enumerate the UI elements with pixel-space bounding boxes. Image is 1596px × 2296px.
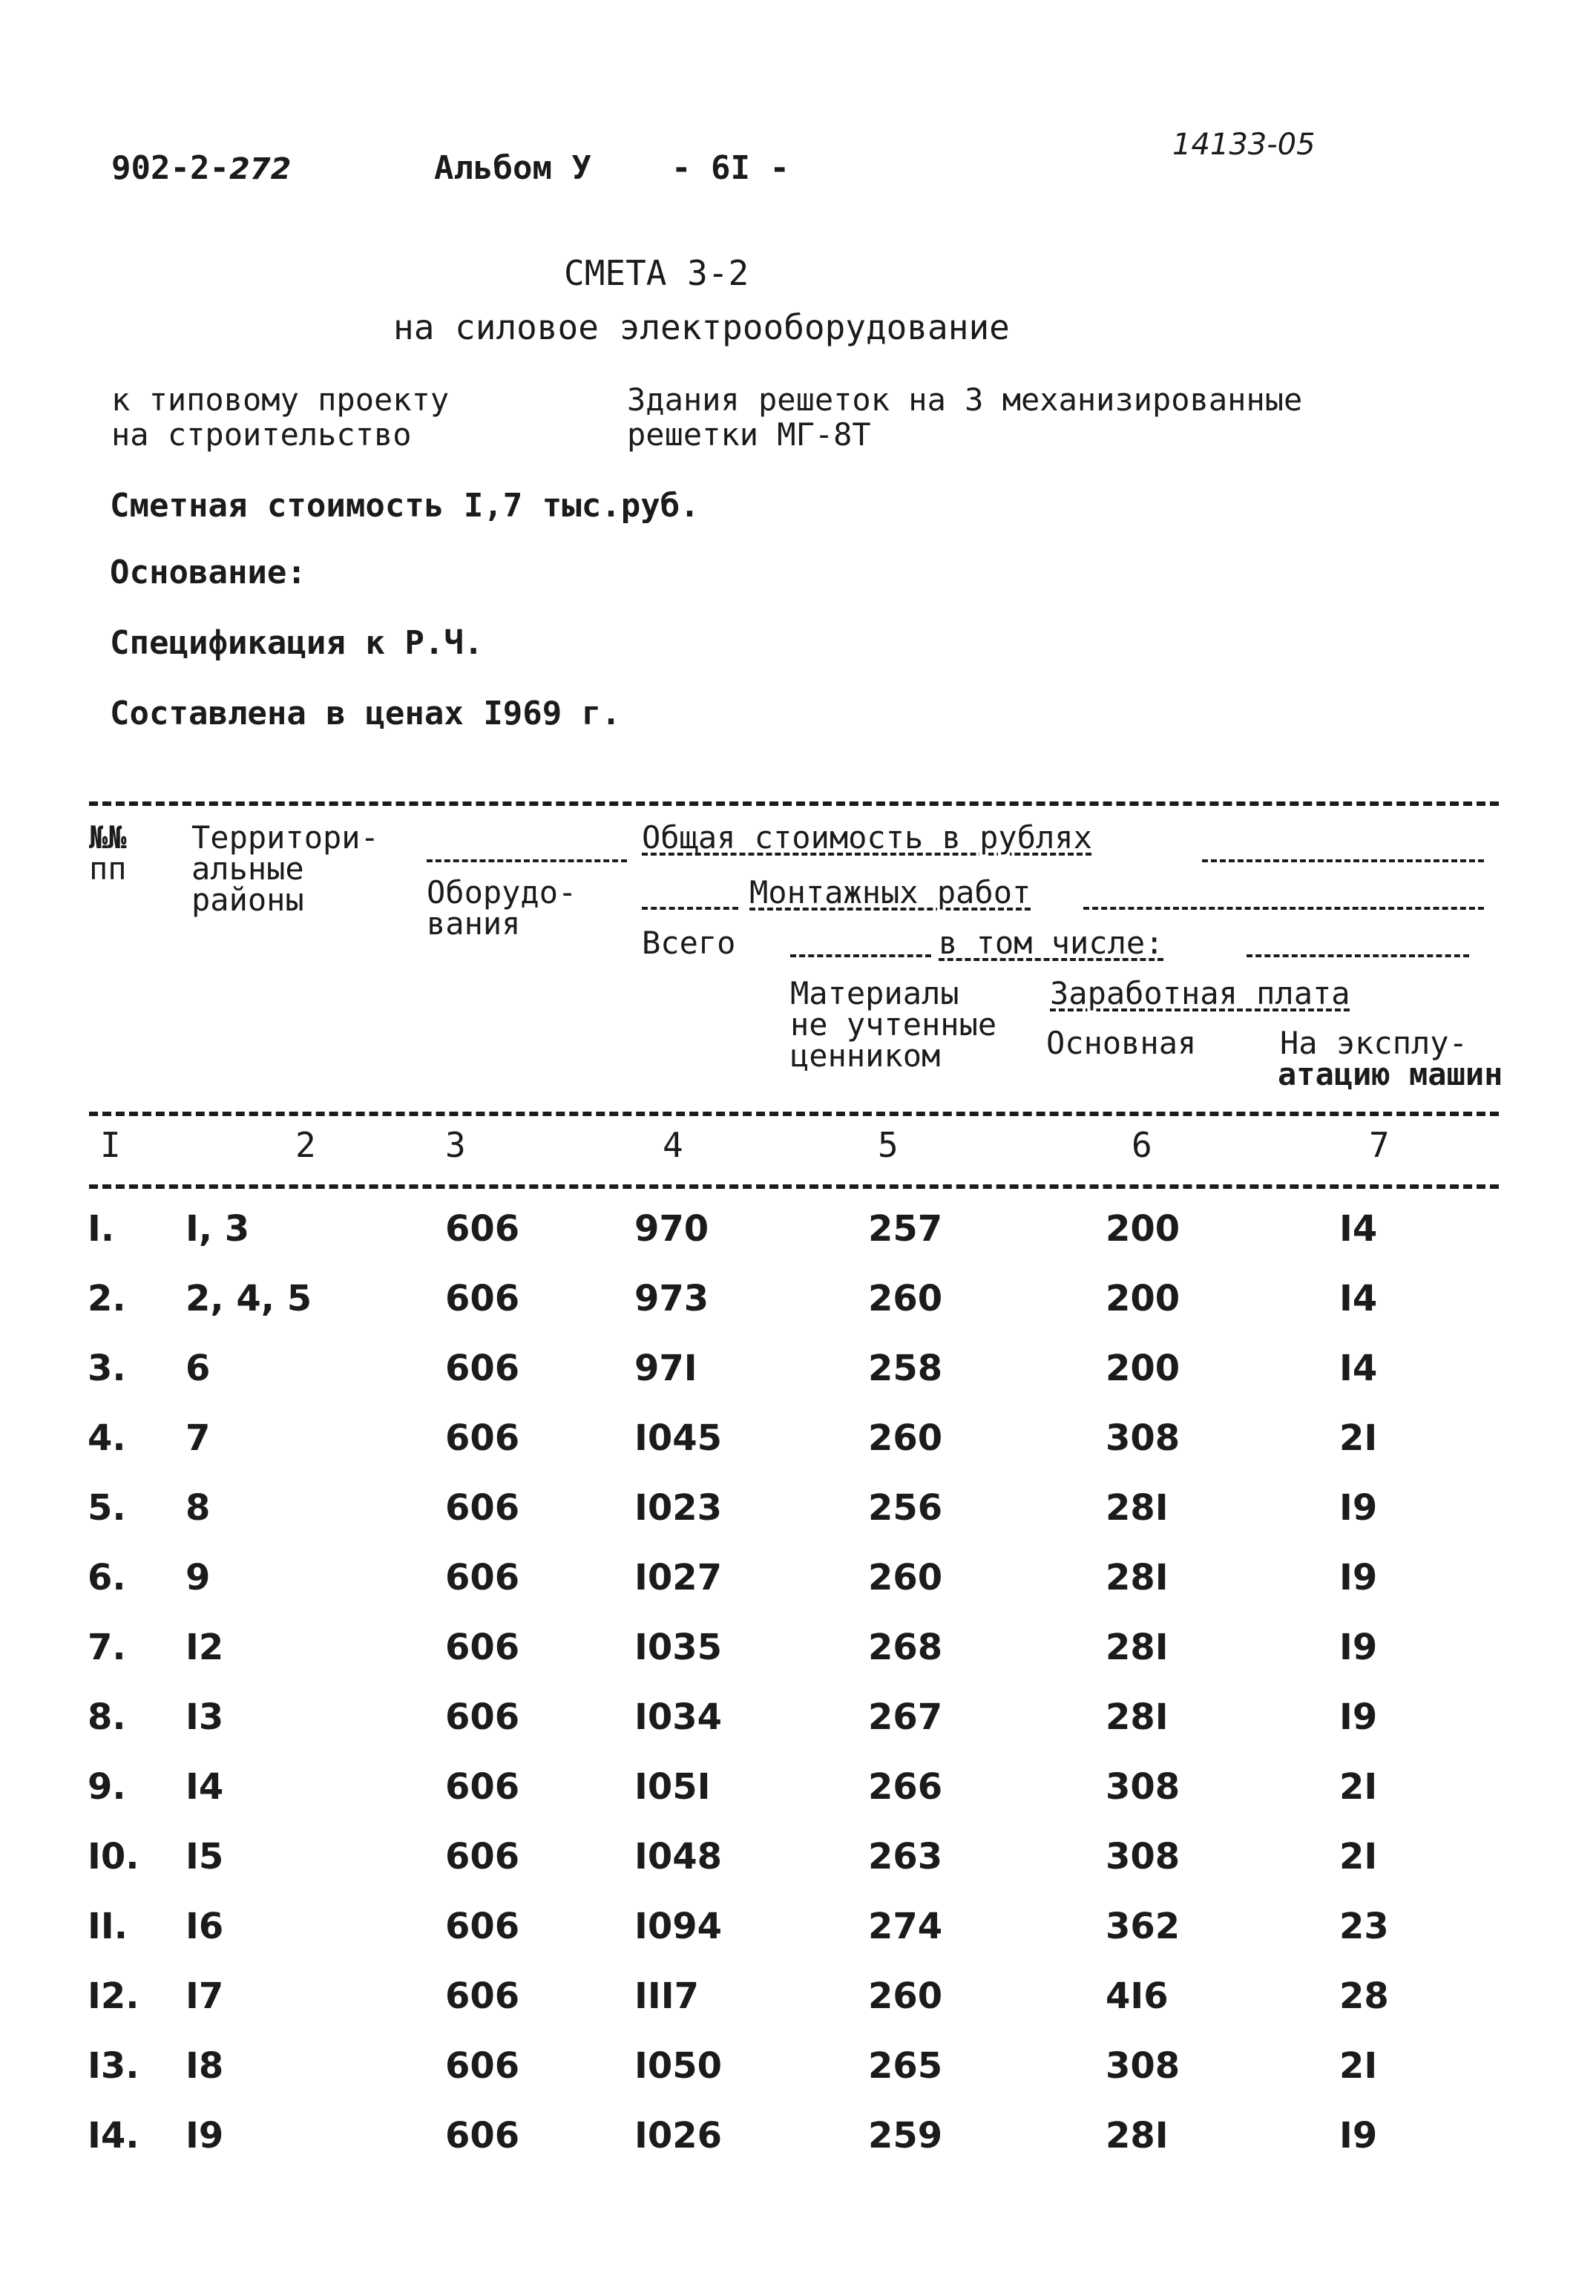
header-num-line2: пп bbox=[89, 850, 127, 887]
installation-total-cell: I05I bbox=[634, 1766, 711, 1808]
machine-wages-cell: I4 bbox=[1339, 1208, 1378, 1250]
header-bottom-rule bbox=[89, 1112, 1499, 1116]
project-label-line1: к типовому проекту bbox=[111, 381, 450, 418]
machine-wages-cell: I9 bbox=[1339, 1627, 1378, 1668]
header-rule-including-left bbox=[790, 954, 931, 957]
column-number: 3 bbox=[445, 1125, 466, 1165]
project-value-line1: Здания решеток на 3 механизированные bbox=[627, 381, 1303, 418]
installation-total-cell: I023 bbox=[634, 1487, 723, 1529]
basis-value: Спецификация к Р.Ч. bbox=[110, 624, 484, 662]
handwritten-stamp: 14133-05 bbox=[1172, 128, 1316, 162]
machine-wages-cell: I9 bbox=[1339, 1557, 1378, 1598]
column-number: I bbox=[100, 1125, 121, 1165]
machine-wages-cell: I4 bbox=[1339, 1348, 1378, 1389]
row-number-cell: I2. bbox=[88, 1975, 139, 2017]
row-number-cell: I4. bbox=[88, 2115, 139, 2156]
materials-cost-cell: 256 bbox=[868, 1487, 943, 1529]
machine-wages-cell: I9 bbox=[1339, 1487, 1378, 1529]
equipment-cost-cell: 606 bbox=[445, 1766, 520, 1808]
header-wages: Заработная плата bbox=[1050, 975, 1350, 1011]
basic-wages-cell: 28I bbox=[1106, 1487, 1169, 1529]
page-number: - 6I - bbox=[671, 149, 789, 187]
estimated-cost: Сметная стоимость I,7 тыс.руб. bbox=[110, 487, 700, 525]
equipment-cost-cell: 606 bbox=[445, 1836, 520, 1877]
installation-total-cell: I050 bbox=[634, 2045, 723, 2087]
column-number: 5 bbox=[878, 1125, 899, 1165]
machine-wages-cell: 28 bbox=[1339, 1975, 1389, 2017]
header-machines-line2: атацию машин bbox=[1278, 1056, 1503, 1092]
prices-year: Составлена в ценах I969 г. bbox=[110, 695, 621, 732]
row-number-cell: I. bbox=[88, 1208, 115, 1250]
header-rule-install-right bbox=[1083, 907, 1484, 910]
header-rule-right bbox=[1202, 859, 1484, 862]
territorial-district-cell: 7 bbox=[185, 1417, 211, 1459]
header-territory-line2: альные bbox=[191, 850, 304, 887]
table-top-rule bbox=[89, 801, 1499, 806]
estimate-title: СМЕТА 3-2 bbox=[564, 253, 749, 293]
project-value-line2: решетки МГ-8Т bbox=[627, 416, 871, 453]
basic-wages-cell: 200 bbox=[1106, 1208, 1180, 1250]
territorial-district-cell: I2 bbox=[185, 1627, 224, 1668]
installation-total-cell: 97I bbox=[634, 1348, 697, 1389]
basic-wages-cell: 28I bbox=[1106, 1557, 1169, 1598]
territorial-district-cell: I9 bbox=[185, 2115, 224, 2156]
header-rule-left bbox=[427, 859, 627, 862]
machine-wages-cell: I4 bbox=[1339, 1278, 1378, 1319]
basic-wages-cell: 200 bbox=[1106, 1278, 1180, 1319]
header-materials-line3: ценником bbox=[790, 1037, 941, 1074]
installation-total-cell: I045 bbox=[634, 1417, 723, 1459]
territorial-district-cell: 2, 4, 5 bbox=[185, 1278, 312, 1319]
materials-cost-cell: 265 bbox=[868, 2045, 943, 2087]
territorial-district-cell: I, 3 bbox=[185, 1208, 250, 1250]
header-territory-line1: Территори- bbox=[191, 819, 379, 856]
equipment-cost-cell: 606 bbox=[445, 1278, 520, 1319]
installation-total-cell: 973 bbox=[634, 1278, 709, 1319]
machine-wages-cell: I9 bbox=[1339, 1696, 1378, 1738]
basic-wages-cell: 200 bbox=[1106, 1348, 1180, 1389]
territorial-district-cell: I7 bbox=[185, 1975, 224, 2017]
row-number-cell: 5. bbox=[88, 1487, 126, 1529]
row-number-cell: 9. bbox=[88, 1766, 126, 1808]
header-total-cost: Общая стоимость в рублях bbox=[642, 819, 1092, 856]
territorial-district-cell: I8 bbox=[185, 2045, 224, 2087]
machine-wages-cell: I9 bbox=[1339, 2115, 1378, 2156]
row-number-cell: 2. bbox=[88, 1278, 126, 1319]
materials-cost-cell: 274 bbox=[868, 1906, 943, 1947]
row-number-cell: 8. bbox=[88, 1696, 126, 1738]
equipment-cost-cell: 606 bbox=[445, 1487, 520, 1529]
document-code-printed: 902-2- bbox=[111, 149, 229, 187]
materials-cost-cell: 266 bbox=[868, 1766, 943, 1808]
materials-cost-cell: 260 bbox=[868, 1975, 943, 2017]
row-number-cell: 3. bbox=[88, 1348, 126, 1389]
equipment-cost-cell: 606 bbox=[445, 1348, 520, 1389]
installation-total-cell: 970 bbox=[634, 1208, 709, 1250]
row-number-cell: 4. bbox=[88, 1417, 126, 1459]
column-number: 4 bbox=[663, 1125, 683, 1165]
column-number: 7 bbox=[1369, 1125, 1390, 1165]
project-label-line2: на строительство bbox=[111, 416, 412, 453]
territorial-district-cell: I6 bbox=[185, 1906, 224, 1947]
equipment-cost-cell: 606 bbox=[445, 1975, 520, 2017]
basic-wages-cell: 308 bbox=[1106, 1417, 1180, 1459]
column-number: 2 bbox=[295, 1125, 316, 1165]
machine-wages-cell: 23 bbox=[1339, 1906, 1389, 1947]
equipment-cost-cell: 606 bbox=[445, 1696, 520, 1738]
materials-cost-cell: 260 bbox=[868, 1278, 943, 1319]
equipment-cost-cell: 606 bbox=[445, 1627, 520, 1668]
materials-cost-cell: 260 bbox=[868, 1417, 943, 1459]
materials-cost-cell: 263 bbox=[868, 1836, 943, 1877]
basic-wages-cell: 28I bbox=[1106, 1696, 1169, 1738]
basic-wages-cell: 28I bbox=[1106, 2115, 1169, 2156]
header-machines-line1: На эксплу- bbox=[1280, 1025, 1468, 1061]
equipment-cost-cell: 606 bbox=[445, 1208, 520, 1250]
materials-cost-cell: 258 bbox=[868, 1348, 943, 1389]
installation-total-cell: III7 bbox=[634, 1975, 699, 2017]
machine-wages-cell: 2I bbox=[1339, 1836, 1378, 1877]
territorial-district-cell: 6 bbox=[185, 1348, 211, 1389]
header-rule-install-left bbox=[642, 907, 738, 910]
header-num-line1: №№ bbox=[89, 819, 127, 856]
installation-total-cell: I094 bbox=[634, 1906, 723, 1947]
row-number-cell: I3. bbox=[88, 2045, 139, 2087]
header-including: в том числе: bbox=[939, 925, 1164, 961]
installation-total-cell: I035 bbox=[634, 1627, 723, 1668]
territorial-district-cell: 9 bbox=[185, 1557, 211, 1598]
installation-total-cell: I027 bbox=[634, 1557, 723, 1598]
header-total: Всего bbox=[642, 925, 736, 961]
header-rule-including-right bbox=[1247, 954, 1469, 957]
row-number-cell: I0. bbox=[88, 1836, 139, 1877]
estimate-subtitle: на силовое электрооборудование bbox=[393, 307, 1010, 347]
row-number-cell: II. bbox=[88, 1906, 128, 1947]
row-number-cell: 6. bbox=[88, 1557, 126, 1598]
territorial-district-cell: I5 bbox=[185, 1836, 224, 1877]
materials-cost-cell: 257 bbox=[868, 1208, 943, 1250]
column-number: 6 bbox=[1132, 1125, 1152, 1165]
materials-cost-cell: 259 bbox=[868, 2115, 943, 2156]
territorial-district-cell: I3 bbox=[185, 1696, 224, 1738]
installation-total-cell: I034 bbox=[634, 1696, 723, 1738]
basic-wages-cell: 308 bbox=[1106, 1766, 1180, 1808]
installation-total-cell: I026 bbox=[634, 2115, 723, 2156]
document-code-handwritten: 272 bbox=[229, 152, 292, 186]
basic-wages-cell: 308 bbox=[1106, 2045, 1180, 2087]
equipment-cost-cell: 606 bbox=[445, 1906, 520, 1947]
header-materials-line1: Материалы bbox=[790, 975, 959, 1011]
header-equipment-line1: Оборудо- bbox=[427, 874, 577, 911]
row-number-cell: 7. bbox=[88, 1627, 126, 1668]
equipment-cost-cell: 606 bbox=[445, 2115, 520, 2156]
materials-cost-cell: 260 bbox=[868, 1557, 943, 1598]
territorial-district-cell: 8 bbox=[185, 1487, 211, 1529]
materials-cost-cell: 268 bbox=[868, 1627, 943, 1668]
header-equipment-line2: вания bbox=[427, 905, 521, 942]
installation-total-cell: I048 bbox=[634, 1836, 723, 1877]
machine-wages-cell: 2I bbox=[1339, 1417, 1378, 1459]
album-label: Альбом У bbox=[434, 149, 591, 187]
materials-cost-cell: 267 bbox=[868, 1696, 943, 1738]
equipment-cost-cell: 606 bbox=[445, 1417, 520, 1459]
basic-wages-cell: 28I bbox=[1106, 1627, 1169, 1668]
basic-wages-cell: 4I6 bbox=[1106, 1975, 1169, 2017]
document-code bbox=[111, 149, 292, 187]
basic-wages-cell: 362 bbox=[1106, 1906, 1180, 1947]
machine-wages-cell: 2I bbox=[1339, 1766, 1378, 1808]
header-installation: Монтажных работ bbox=[749, 874, 1031, 911]
header-basic: Основная bbox=[1046, 1025, 1197, 1061]
territorial-district-cell: I4 bbox=[185, 1766, 224, 1808]
header-materials-line2: не учтенные bbox=[790, 1006, 997, 1043]
header-territory-line3: районы bbox=[191, 882, 304, 918]
basic-wages-cell: 308 bbox=[1106, 1836, 1180, 1877]
equipment-cost-cell: 606 bbox=[445, 1557, 520, 1598]
basis-label: Основание: bbox=[110, 554, 306, 591]
column-numbers-rule bbox=[89, 1184, 1499, 1189]
machine-wages-cell: 2I bbox=[1339, 2045, 1378, 2087]
equipment-cost-cell: 606 bbox=[445, 2045, 520, 2087]
